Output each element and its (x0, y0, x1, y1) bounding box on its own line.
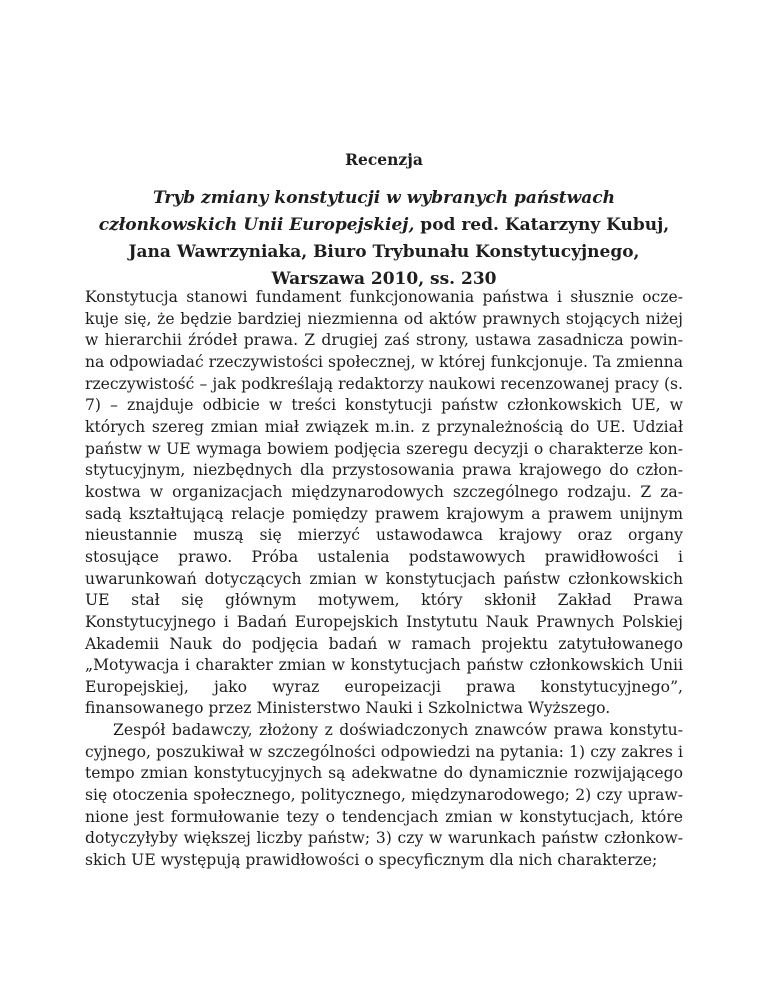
paragraph-2: Zespół badawczy, złożony z doświadczonych znawców prawa konstytucyjnego, poszukiwał w szczególności odpowiedzi na pytania: 1) czy zakres i tempo zmian konstytucyjnych są adekwatne do dynamicznie rozwijającego się otoczenia społecznego, politycznego, międzynarodowego; 2) czy uprawnione jest formułowanie tezy o tendencjach zmian w konstytucjach, które dotyczyłyby większej liczby państw; 3) czy w warunkach państw członkowskich UE występują prawidłowości o specyficznym dla nich charakterze; (85, 721, 683, 870)
section-label: Recenzja (345, 150, 423, 169)
paragraph-1: Konstytucja stanowi fundament funkcjonowania państwa i słusznie oczekuje się, że będzie bardziej niezmienna od aktów prawnych stojących niżej w hierarchii źródeł prawa. Z drugiej zaś strony, ustawa zasadnicza powinna odpowiadać rzeczywistości społecznej, w której funkcjonuje. Ta zmienna rzeczywistość – jak podkreślają redaktorzy naukowi recenzowanej pracy (s. 7) – znajduje odbicie w treści konstytucji państw członkowskich UE, w których szereg zmian miał związek m.in. z przynależnością do UE. Udział państw w UE wymaga bowiem podjęcia szeregu decyzji o charakterze konstytucyjnym, niezbędnych dla przystosowania prawa krajowego do członkostwa w organizacjach międzynarodowych szczególnego rodzaju. Z zasadą kształtującą relacje pomiędzy prawem krajowym a prawem unijnym nieustannie muszą się mierzyć ustawodawca krajowy oraz organy stosujące prawo. Próba ustalenia podstawowych prawidłowości i uwarunkowań dotyczących zmian w konstytucjach państw członkowskich UE stał się głównym motywem, który skłonił Zakład Prawa Konstytucyjnego i Badań Europejskich Instytutu Nauk Prawnych Polskiej Akademii Nauk do podjęcia badań w ramach projektu zatytułowanego „Motywacja i charakter zmian w konstytucjach państw członkowskich Unii Europejskiej, jako wyraz europeizacji prawa konstytucyjnego”, finansowanego przez Ministerstwo Nauki i Szkolnictwa Wyższego. (85, 288, 683, 718)
book-title: Tryb zmiany konstytucji w wybranych państwach członkowskich Unii Europejskiej, (98, 188, 616, 235)
review-body (85, 287, 683, 872)
review-heading (85, 185, 683, 293)
book-details: pod red. Katarzyny Kubuj, Jana Wawrzyniaka, Biuro Trybunału Konstytucyjnego, Warszawa 2010, ss. 230 (128, 215, 670, 289)
